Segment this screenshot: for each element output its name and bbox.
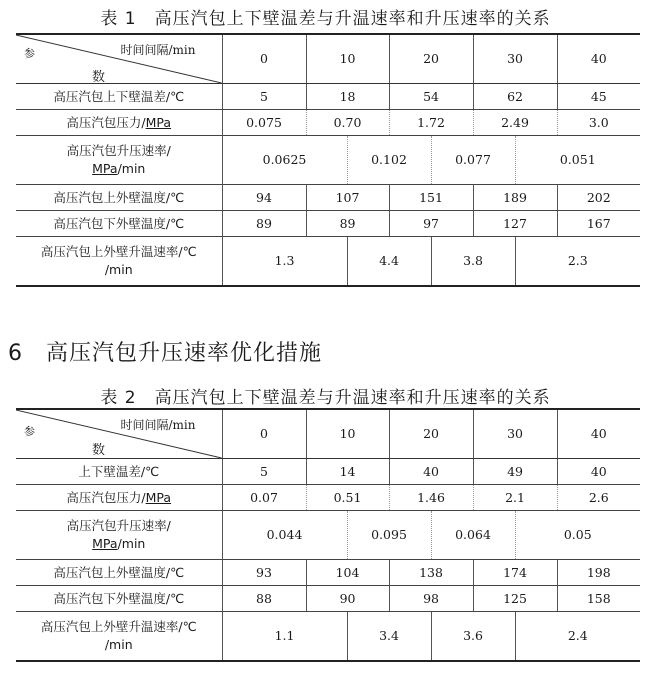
- header-param-label-2: 数: [92, 443, 106, 458]
- table-cell: 174: [473, 560, 557, 586]
- section-heading: 6 高压汽包升压速率优化措施: [8, 341, 322, 366]
- row-label: 高压汽包上下壁温差/℃: [16, 84, 222, 110]
- table-cell: 40: [389, 459, 473, 485]
- table-cell: 1.3: [222, 237, 347, 287]
- table-row: [16, 84, 640, 110]
- table-cell: 54: [389, 84, 473, 110]
- table-cell: 89: [222, 211, 306, 237]
- row-label: [16, 237, 222, 287]
- table-cell: 138: [389, 560, 473, 586]
- table-row: [16, 459, 640, 485]
- table-cell: 151: [389, 185, 473, 211]
- diagonal-header-cell: [16, 34, 222, 84]
- row-label: [16, 612, 222, 662]
- row-label-suffix: /min: [117, 161, 146, 176]
- table-1-caption: 表 1 高压汽包上下壁温差与升温速率和升压速率的关系: [100, 9, 551, 29]
- table-cell: 2.49: [473, 110, 557, 136]
- table-row: [16, 511, 640, 560]
- header-time-interval: 时间间隔/min: [120, 43, 196, 57]
- row-label-unit: MPa: [92, 161, 118, 176]
- row-label: [16, 511, 222, 560]
- table-cell: 89: [306, 211, 389, 237]
- table-cell: 0.075: [222, 110, 306, 136]
- table-cell: 0.064: [431, 511, 515, 560]
- table-cell: 98: [389, 586, 473, 612]
- table-cell: 90: [306, 586, 389, 612]
- header-param-label-1: 参: [24, 47, 35, 60]
- table-cell: 0.095: [347, 511, 431, 560]
- table-cell: 0.05: [515, 511, 640, 560]
- row-label-text: 高压汽包压力/: [66, 489, 146, 505]
- header-col-10: 10: [306, 34, 389, 84]
- table-header-row: [16, 409, 640, 459]
- row-label: 高压汽包上外壁温度/℃: [16, 560, 222, 586]
- table-cell: 2.6: [557, 485, 640, 511]
- header-col-30: 30: [473, 409, 557, 459]
- table-cell: 202: [557, 185, 640, 211]
- header-col-0: 0: [222, 34, 306, 84]
- header-time-interval: 时间间隔/min: [120, 418, 196, 432]
- header-col-40: 40: [557, 409, 640, 459]
- row-label-unit: MPa: [145, 489, 172, 505]
- table-cell: 40: [557, 459, 640, 485]
- header-col-20: 20: [389, 34, 473, 84]
- header-param-label-1: 参: [24, 425, 35, 438]
- table-cell: 158: [557, 586, 640, 612]
- row-label-line-2: /min: [104, 262, 133, 277]
- table-cell: 127: [473, 211, 557, 237]
- table-row: [16, 185, 640, 211]
- table-cell: 4.4: [347, 237, 431, 287]
- table-row: [16, 211, 640, 237]
- table-cell: 94: [222, 185, 306, 211]
- table-cell: 5: [222, 459, 306, 485]
- row-label-line-1: 高压汽包升压速率/: [66, 518, 171, 533]
- table-row: [16, 110, 640, 136]
- table-cell: 49: [473, 459, 557, 485]
- table-row: [16, 586, 640, 612]
- row-label-suffix: /min: [117, 536, 146, 551]
- table-row: [16, 485, 640, 511]
- table-cell: 198: [557, 560, 640, 586]
- table-cell: 1.1: [222, 612, 347, 662]
- row-label-text: 高压汽包压力/: [66, 114, 146, 130]
- row-label-line-1: 高压汽包升压速率/: [66, 143, 171, 158]
- row-label: [16, 136, 222, 185]
- table-cell: 3.6: [431, 612, 515, 662]
- header-param-label-2: 数: [92, 70, 106, 85]
- table-cell: 45: [557, 84, 640, 110]
- table-cell: 167: [557, 211, 640, 237]
- diagonal-header-cell: [16, 409, 222, 459]
- table-cell: 0.044: [222, 511, 347, 560]
- row-label: 上下壁温差/℃: [16, 459, 222, 485]
- table-cell: 0.07: [222, 485, 306, 511]
- table-cell: 0.051: [515, 136, 640, 185]
- table-cell: 0.51: [306, 485, 389, 511]
- table-cell: 104: [306, 560, 389, 586]
- row-label: [16, 485, 222, 511]
- row-label-unit: MPa: [145, 114, 172, 130]
- table-cell: 18: [306, 84, 389, 110]
- row-label: 高压汽包下外壁温度/℃: [16, 211, 222, 237]
- table-cell: 0.102: [347, 136, 431, 185]
- table-cell: 1.72: [389, 110, 473, 136]
- table-cell: 2.1: [473, 485, 557, 511]
- row-label: [16, 110, 222, 136]
- table-cell: 189: [473, 185, 557, 211]
- table-cell: 0.70: [306, 110, 389, 136]
- table-cell: 88: [222, 586, 306, 612]
- header-col-40: 40: [557, 34, 640, 84]
- table-cell: 97: [389, 211, 473, 237]
- row-label-unit: MPa: [92, 536, 118, 551]
- row-label-line-1: 高压汽包上外壁升温速率/℃: [40, 619, 197, 634]
- table-cell: 3.8: [431, 237, 515, 287]
- table-row: [16, 612, 640, 662]
- row-label: 高压汽包上外壁温度/℃: [16, 185, 222, 211]
- table-cell: 3.4: [347, 612, 431, 662]
- table-cell: 0.077: [431, 136, 515, 185]
- table-row: [16, 560, 640, 586]
- table-cell: 14: [306, 459, 389, 485]
- table-cell: 5: [222, 84, 306, 110]
- row-label-line-1: 高压汽包上外壁升温速率/℃: [40, 244, 197, 259]
- header-col-0: 0: [222, 409, 306, 459]
- table-1: [16, 33, 640, 287]
- table-cell: 107: [306, 185, 389, 211]
- header-col-10: 10: [306, 409, 389, 459]
- table-cell: 93: [222, 560, 306, 586]
- table-cell: 3.0: [557, 110, 640, 136]
- row-label-line-2: /min: [104, 637, 133, 652]
- header-col-20: 20: [389, 409, 473, 459]
- table-2: [16, 408, 640, 662]
- table-cell: 2.3: [515, 237, 640, 287]
- row-label: 高压汽包下外壁温度/℃: [16, 586, 222, 612]
- table-cell: 1.46: [389, 485, 473, 511]
- table-row: [16, 237, 640, 287]
- table-row: [16, 136, 640, 185]
- table-2-caption: 表 2 高压汽包上下壁温差与升温速率和升压速率的关系: [100, 388, 551, 408]
- table-cell: 0.0625: [222, 136, 347, 185]
- table-header-row: [16, 34, 640, 84]
- table-cell: 125: [473, 586, 557, 612]
- table-cell: 2.4: [515, 612, 640, 662]
- header-col-30: 30: [473, 34, 557, 84]
- table-cell: 62: [473, 84, 557, 110]
